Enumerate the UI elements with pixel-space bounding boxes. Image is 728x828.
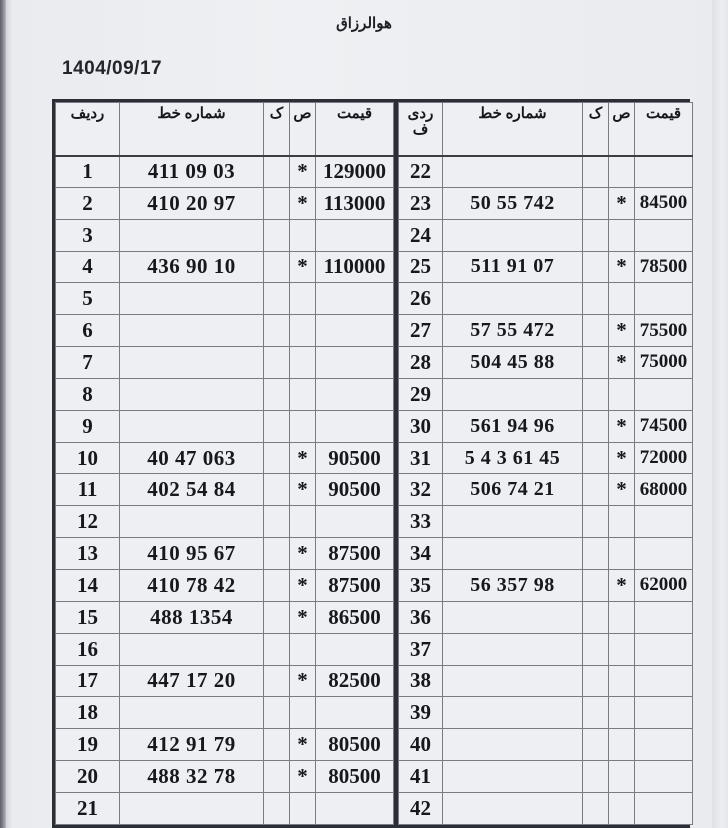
cell-s — [609, 538, 635, 570]
cell-price: 74500 — [635, 410, 693, 442]
cell-line-number — [443, 601, 583, 633]
cell-price — [635, 378, 693, 410]
table-row — [56, 538, 394, 570]
cell-row-index: 34 — [399, 538, 443, 570]
table-row — [56, 219, 394, 251]
cell-s: * — [290, 601, 316, 633]
cell-k — [264, 601, 290, 633]
table-row — [399, 378, 693, 410]
cell-k — [583, 378, 609, 410]
cell-s — [609, 729, 635, 761]
cell-k — [583, 219, 609, 251]
table-row — [399, 697, 693, 729]
header-label-row: ردی ف — [407, 106, 434, 138]
cell-price: 90500 — [316, 474, 394, 506]
cell-price — [316, 378, 394, 410]
cell-price: 68000 — [635, 474, 693, 506]
cell-line-number — [120, 792, 264, 824]
header-cell-k — [264, 103, 290, 156]
cell-row-index: 14 — [56, 569, 120, 601]
cell-line-number: 56 357 98 — [443, 569, 583, 601]
cell-row-index: 17 — [56, 665, 120, 697]
header-cell-price — [316, 103, 394, 156]
cell-k — [583, 569, 609, 601]
cell-row-index: 12 — [56, 506, 120, 538]
cell-k — [264, 219, 290, 251]
cell-s — [290, 633, 316, 665]
header-cell-price — [635, 103, 693, 156]
cell-price — [635, 219, 693, 251]
cell-k — [583, 761, 609, 793]
cell-line-number — [120, 219, 264, 251]
cell-s — [290, 347, 316, 379]
cell-price — [316, 792, 394, 824]
cell-s: * — [609, 251, 635, 283]
cell-row-index: 10 — [56, 442, 120, 474]
cell-price — [635, 729, 693, 761]
table-row — [399, 251, 693, 283]
cell-line-number — [120, 378, 264, 410]
cell-price — [316, 506, 394, 538]
cell-k — [264, 697, 290, 729]
cell-row-index: 40 — [399, 729, 443, 761]
cell-price — [635, 601, 693, 633]
cell-line-number — [443, 729, 583, 761]
cell-price: 75500 — [635, 315, 693, 347]
cell-s — [290, 283, 316, 315]
cell-s: * — [290, 251, 316, 283]
table-row — [56, 697, 394, 729]
cell-line-number — [120, 697, 264, 729]
cell-k — [264, 283, 290, 315]
cell-s — [609, 156, 635, 188]
cell-price: 113000 — [316, 187, 394, 219]
cell-row-index: 24 — [399, 219, 443, 251]
cell-k — [264, 633, 290, 665]
table-row — [56, 792, 394, 824]
table-row — [399, 569, 693, 601]
table-row — [56, 474, 394, 506]
table-row — [56, 633, 394, 665]
cell-line-number: 411 09 03 — [120, 156, 264, 188]
cell-k — [264, 410, 290, 442]
header-cell-k — [583, 103, 609, 156]
cell-s: * — [290, 442, 316, 474]
cell-s: * — [290, 187, 316, 219]
cell-line-number — [120, 347, 264, 379]
cell-line-number: 40 47 063 — [120, 442, 264, 474]
table-row — [399, 410, 693, 442]
cell-row-index: 23 — [399, 187, 443, 219]
cell-k — [264, 569, 290, 601]
cell-line-number — [443, 538, 583, 570]
table-body-right — [399, 156, 693, 825]
cell-price — [316, 697, 394, 729]
table-row — [56, 665, 394, 697]
cell-row-index: 15 — [56, 601, 120, 633]
cell-row-index: 18 — [56, 697, 120, 729]
table-row — [56, 761, 394, 793]
cell-k — [583, 538, 609, 570]
table-row — [56, 187, 394, 219]
table-row — [56, 283, 394, 315]
cell-row-index: 36 — [399, 601, 443, 633]
cell-s — [290, 410, 316, 442]
cell-s — [290, 792, 316, 824]
cell-s: * — [290, 569, 316, 601]
table-row — [399, 665, 693, 697]
cell-row-index: 35 — [399, 569, 443, 601]
header-cell-row — [56, 103, 120, 156]
cell-k — [583, 792, 609, 824]
cell-s: * — [290, 761, 316, 793]
cell-line-number — [120, 410, 264, 442]
cell-s: * — [609, 442, 635, 474]
cell-price — [635, 283, 693, 315]
table-row — [399, 187, 693, 219]
cell-k — [583, 601, 609, 633]
cell-k — [264, 538, 290, 570]
cell-price — [316, 633, 394, 665]
cell-row-index: 22 — [399, 156, 443, 188]
cell-s — [290, 697, 316, 729]
cell-row-index: 13 — [56, 538, 120, 570]
cell-price — [635, 792, 693, 824]
cell-k — [264, 442, 290, 474]
cell-k — [264, 251, 290, 283]
cell-price — [316, 315, 394, 347]
cell-s: * — [609, 410, 635, 442]
cell-line-number — [443, 697, 583, 729]
header-row — [56, 103, 394, 156]
cell-s — [609, 506, 635, 538]
page-right-scan-edge — [712, 0, 728, 828]
table-row — [56, 410, 394, 442]
cell-price: 110000 — [316, 251, 394, 283]
cell-k — [583, 156, 609, 188]
cell-price: 82500 — [316, 665, 394, 697]
cell-s — [290, 315, 316, 347]
table-row — [399, 506, 693, 538]
cell-row-index: 16 — [56, 633, 120, 665]
table-row — [56, 315, 394, 347]
cell-s: * — [609, 315, 635, 347]
cell-price: 87500 — [316, 538, 394, 570]
table-row — [399, 792, 693, 824]
cell-line-number — [443, 761, 583, 793]
cell-row-index: 38 — [399, 665, 443, 697]
cell-price — [635, 633, 693, 665]
table-row — [399, 538, 693, 570]
cell-k — [583, 506, 609, 538]
cell-line-number: 561 94 96 — [443, 410, 583, 442]
table-row — [56, 251, 394, 283]
cell-price: 86500 — [316, 601, 394, 633]
cell-line-number — [443, 633, 583, 665]
cell-k — [583, 665, 609, 697]
header-label-line-number: شماره خط — [478, 106, 547, 122]
cell-s — [290, 506, 316, 538]
cell-line-number — [120, 315, 264, 347]
price-table-right — [398, 102, 693, 825]
cell-price — [635, 538, 693, 570]
cell-price: 129000 — [316, 156, 394, 188]
cell-price — [316, 219, 394, 251]
table-row — [56, 729, 394, 761]
header-label-price: قیمت — [645, 106, 682, 122]
cell-price: 78500 — [635, 251, 693, 283]
cell-row-index: 37 — [399, 633, 443, 665]
table-row — [56, 601, 394, 633]
cell-row-index: 7 — [56, 347, 120, 379]
cell-s: * — [609, 569, 635, 601]
cell-row-index: 33 — [399, 506, 443, 538]
table-row — [56, 442, 394, 474]
cell-s — [609, 633, 635, 665]
cell-row-index: 39 — [399, 697, 443, 729]
cell-s — [290, 219, 316, 251]
cell-row-index: 32 — [399, 474, 443, 506]
header-label-k: ک — [588, 106, 603, 122]
cell-s: * — [290, 538, 316, 570]
cell-line-number: 402 54 84 — [120, 474, 264, 506]
cell-line-number — [120, 633, 264, 665]
cell-line-number: 447 17 20 — [120, 665, 264, 697]
table-row — [399, 315, 693, 347]
cell-row-index: 30 — [399, 410, 443, 442]
header-label-k: ک — [269, 106, 284, 122]
cell-k — [583, 633, 609, 665]
cell-k — [264, 315, 290, 347]
cell-line-number — [443, 156, 583, 188]
table-row — [399, 156, 693, 188]
cell-s: * — [290, 729, 316, 761]
cell-price: 84500 — [635, 187, 693, 219]
cell-price — [635, 665, 693, 697]
cell-row-index: 25 — [399, 251, 443, 283]
cell-line-number: 410 95 67 — [120, 538, 264, 570]
cell-s: * — [609, 474, 635, 506]
header-row — [399, 103, 693, 156]
cell-row-index: 41 — [399, 761, 443, 793]
cell-k — [264, 729, 290, 761]
cell-price: 72000 — [635, 442, 693, 474]
header-label-s: ص — [293, 106, 312, 122]
document-date: 1404/09/17 — [62, 58, 163, 79]
table-row — [399, 474, 693, 506]
cell-k — [583, 347, 609, 379]
table-row — [399, 633, 693, 665]
cell-line-number: 488 32 78 — [120, 761, 264, 793]
cell-price — [635, 697, 693, 729]
cell-k — [264, 156, 290, 188]
cell-line-number: 511 91 07 — [443, 251, 583, 283]
cell-row-index: 3 — [56, 219, 120, 251]
cell-s: * — [609, 347, 635, 379]
cell-line-number: 410 78 42 — [120, 569, 264, 601]
page-left-scan-edge — [0, 0, 6, 828]
header-cell-row — [399, 103, 443, 156]
cell-row-index: 29 — [399, 378, 443, 410]
cell-line-number: 57 55 472 — [443, 315, 583, 347]
table-row — [56, 347, 394, 379]
table-row — [399, 219, 693, 251]
cell-line-number — [120, 283, 264, 315]
table-row — [399, 442, 693, 474]
cell-row-index: 31 — [399, 442, 443, 474]
cell-row-index: 19 — [56, 729, 120, 761]
cell-line-number — [443, 378, 583, 410]
cell-s — [609, 697, 635, 729]
cell-k — [264, 378, 290, 410]
cell-line-number — [443, 665, 583, 697]
cell-price: 87500 — [316, 569, 394, 601]
cell-line-number — [120, 506, 264, 538]
header-label-row: ردیف — [70, 106, 105, 122]
cell-line-number: 488 1354 — [120, 601, 264, 633]
table-row — [56, 569, 394, 601]
price-table-left — [55, 102, 394, 825]
cell-row-index: 20 — [56, 761, 120, 793]
cell-s — [609, 219, 635, 251]
table-body-left — [56, 156, 394, 825]
cell-s — [609, 378, 635, 410]
page-title: هوالرزاق — [336, 16, 392, 32]
cell-price — [635, 761, 693, 793]
cell-k — [264, 506, 290, 538]
cell-price: 80500 — [316, 729, 394, 761]
cell-k — [583, 187, 609, 219]
cell-k — [264, 792, 290, 824]
cell-row-index: 21 — [56, 792, 120, 824]
header-cell-line-number — [443, 103, 583, 156]
header-cell-line-number — [120, 103, 264, 156]
cell-price: 62000 — [635, 569, 693, 601]
header-label-line-number: شماره خط — [157, 106, 226, 122]
cell-price — [635, 156, 693, 188]
cell-row-index: 8 — [56, 378, 120, 410]
cell-line-number: 50 55 742 — [443, 187, 583, 219]
cell-k — [583, 474, 609, 506]
cell-k — [583, 697, 609, 729]
cell-k — [583, 410, 609, 442]
cell-k — [264, 187, 290, 219]
header-label-s: ص — [612, 106, 631, 122]
cell-line-number — [443, 219, 583, 251]
cell-s: * — [290, 665, 316, 697]
cell-row-index: 28 — [399, 347, 443, 379]
cell-k — [583, 283, 609, 315]
cell-row-index: 6 — [56, 315, 120, 347]
cell-line-number: 5 4 3 61 45 — [443, 442, 583, 474]
cell-s — [609, 665, 635, 697]
cell-price — [635, 506, 693, 538]
cell-price — [316, 347, 394, 379]
cell-line-number: 436 90 10 — [120, 251, 264, 283]
header-cell-s — [290, 103, 316, 156]
cell-row-index: 4 — [56, 251, 120, 283]
cell-line-number: 410 20 97 — [120, 187, 264, 219]
cell-k — [583, 729, 609, 761]
cell-row-index: 1 — [56, 156, 120, 188]
cell-k — [264, 665, 290, 697]
cell-s — [290, 378, 316, 410]
cell-line-number: 504 45 88 — [443, 347, 583, 379]
cell-row-index: 42 — [399, 792, 443, 824]
cell-s: * — [290, 156, 316, 188]
cell-row-index: 9 — [56, 410, 120, 442]
cell-price: 90500 — [316, 442, 394, 474]
table-row — [56, 156, 394, 188]
cell-s — [609, 761, 635, 793]
cell-price — [316, 410, 394, 442]
cell-k — [583, 251, 609, 283]
cell-line-number — [443, 506, 583, 538]
cell-row-index: 27 — [399, 315, 443, 347]
cell-s: * — [609, 187, 635, 219]
header-label-price: قیمت — [336, 106, 373, 122]
table-header-right — [399, 103, 693, 156]
cell-price: 75000 — [635, 347, 693, 379]
cell-s — [609, 283, 635, 315]
cell-price: 80500 — [316, 761, 394, 793]
cell-k — [583, 442, 609, 474]
table-row — [56, 378, 394, 410]
cell-line-number: 506 74 21 — [443, 474, 583, 506]
cell-row-index: 5 — [56, 283, 120, 315]
cell-s — [609, 601, 635, 633]
cell-line-number — [443, 283, 583, 315]
table-row — [399, 347, 693, 379]
header-cell-s — [609, 103, 635, 156]
cell-s: * — [290, 474, 316, 506]
cell-k — [264, 761, 290, 793]
cell-row-index: 11 — [56, 474, 120, 506]
table-row — [56, 506, 394, 538]
cell-k — [264, 474, 290, 506]
table-header-left — [56, 103, 394, 156]
table-row — [399, 761, 693, 793]
cell-row-index: 2 — [56, 187, 120, 219]
cell-price — [316, 283, 394, 315]
cell-k — [583, 315, 609, 347]
table-row — [399, 283, 693, 315]
cell-k — [264, 347, 290, 379]
cell-line-number — [443, 792, 583, 824]
table-row — [399, 601, 693, 633]
cell-line-number: 412 91 79 — [120, 729, 264, 761]
cell-row-index: 26 — [399, 283, 443, 315]
cell-s — [609, 792, 635, 824]
table-row — [399, 729, 693, 761]
price-list-table-container — [52, 99, 690, 828]
